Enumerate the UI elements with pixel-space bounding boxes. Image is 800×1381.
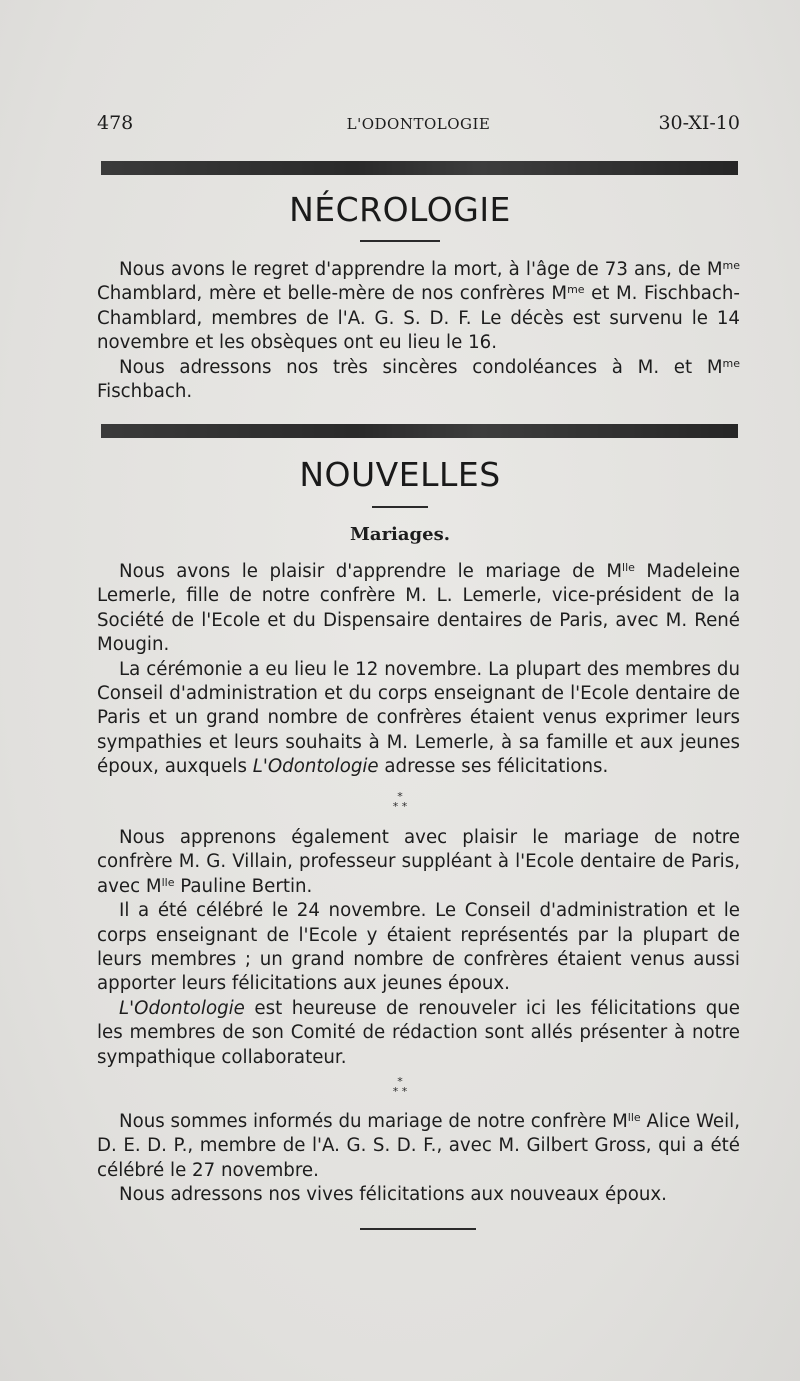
nouvelles-paragraph-6: Nous sommes informés du mariage de notre confrère $M^{lle}$ Alice Weil, D. E. D. P., membre de l'A. G. S. D. F., avec M. Gilbert Gross, qui a été célébré le 27 novembre.: [97, 1111, 740, 1181]
issue-date: 30-XI-10: [658, 112, 740, 134]
journal-title: L'ODONTOLOGIE: [346, 115, 491, 133]
necrologie-title: NÉCROLOGIE: [289, 190, 511, 229]
page-number: 478: [97, 112, 134, 134]
nouvelles-body-2: [97, 826, 740, 1070]
asterism-2: * * *: [392, 1075, 408, 1098]
nouvelles-paragraph-1: Nous avons le plaisir d'apprendre le mariage de $M^{lle}$ Madeleine Lemerle, fille de notre confrère M. L. Lemerle, vice-président de la Société de l'Ecole et du Dispensaire dentaires de Paris, avec M. René Mougin.: [97, 561, 740, 656]
title-underline: [372, 506, 428, 508]
asterism-1: * * *: [392, 790, 408, 813]
necrologie-paragraph-2: Nous adressons nos très sincères condoléances à M. et $M^{me}$ Fischbach.: [97, 356, 740, 403]
nouvelles-body-1: [97, 560, 740, 780]
necrologie-paragraph-1: Nous avons le regret d'apprendre la mort, à l'âge de 73 ans, de $M^{me}$ Chamblard, mère et belle-mère de nos confrères $M^{me}$ et M. Fischbach-Chamblard, membres de l'A. G. S. D. F. Le décès est survenu le 14 novembre et les obsèques ont eu lieu le 16.: [97, 259, 740, 354]
nouvelles-paragraph-2: La cérémonie a eu lieu le 12 novembre. La plupart des membres du Conseil d'administration et du corps enseignant de l'Ecole dentaire de Paris et un grand nombre de confrères étaient venus exprimer leurs sympathies et leurs souhaits à M. Lemerle, à sa famille et aux jeunes époux, auxquels L'Odontologie adresse ses félicitations.: [97, 658, 740, 778]
mariages-subtitle: Mariages.: [349, 524, 450, 545]
nouvelles-paragraph-3: Nous apprenons également avec plaisir le mariage de notre confrère M. G. Villain, professeur suppléant à l'Ecole dentaire de Paris, avec $M^{lle}$ Pauline Bertin.: [97, 827, 740, 897]
nouvelles-title: NOUVELLES: [299, 455, 501, 494]
section-divider-necrologie: [101, 161, 738, 175]
necrologie-body: [97, 258, 740, 404]
section-divider-nouvelles: [101, 424, 738, 438]
title-underline: [360, 240, 440, 242]
nouvelles-paragraph-4: Il a été célébré le 24 novembre. Le Conseil d'administration et le corps enseignant de l'Ecole y étaient représentés par la plupart de leurs membres ; un grand nombre de confrères étaient venus aussi apporter leurs félicitations aux jeunes époux.: [97, 900, 740, 995]
nouvelles-body-3: [97, 1110, 740, 1208]
nouvelles-paragraph-5: L'Odontologie est heureuse de renouveler ici les félicitations que les membres de son Comité de rédaction sont allés présenter à notre sympathique collaborateur.: [97, 997, 740, 1068]
running-head: [97, 112, 740, 142]
end-rule: [360, 1228, 476, 1230]
nouvelles-paragraph-7: Nous adressons nos vives félicitations aux nouveaux époux.: [119, 1184, 667, 1206]
